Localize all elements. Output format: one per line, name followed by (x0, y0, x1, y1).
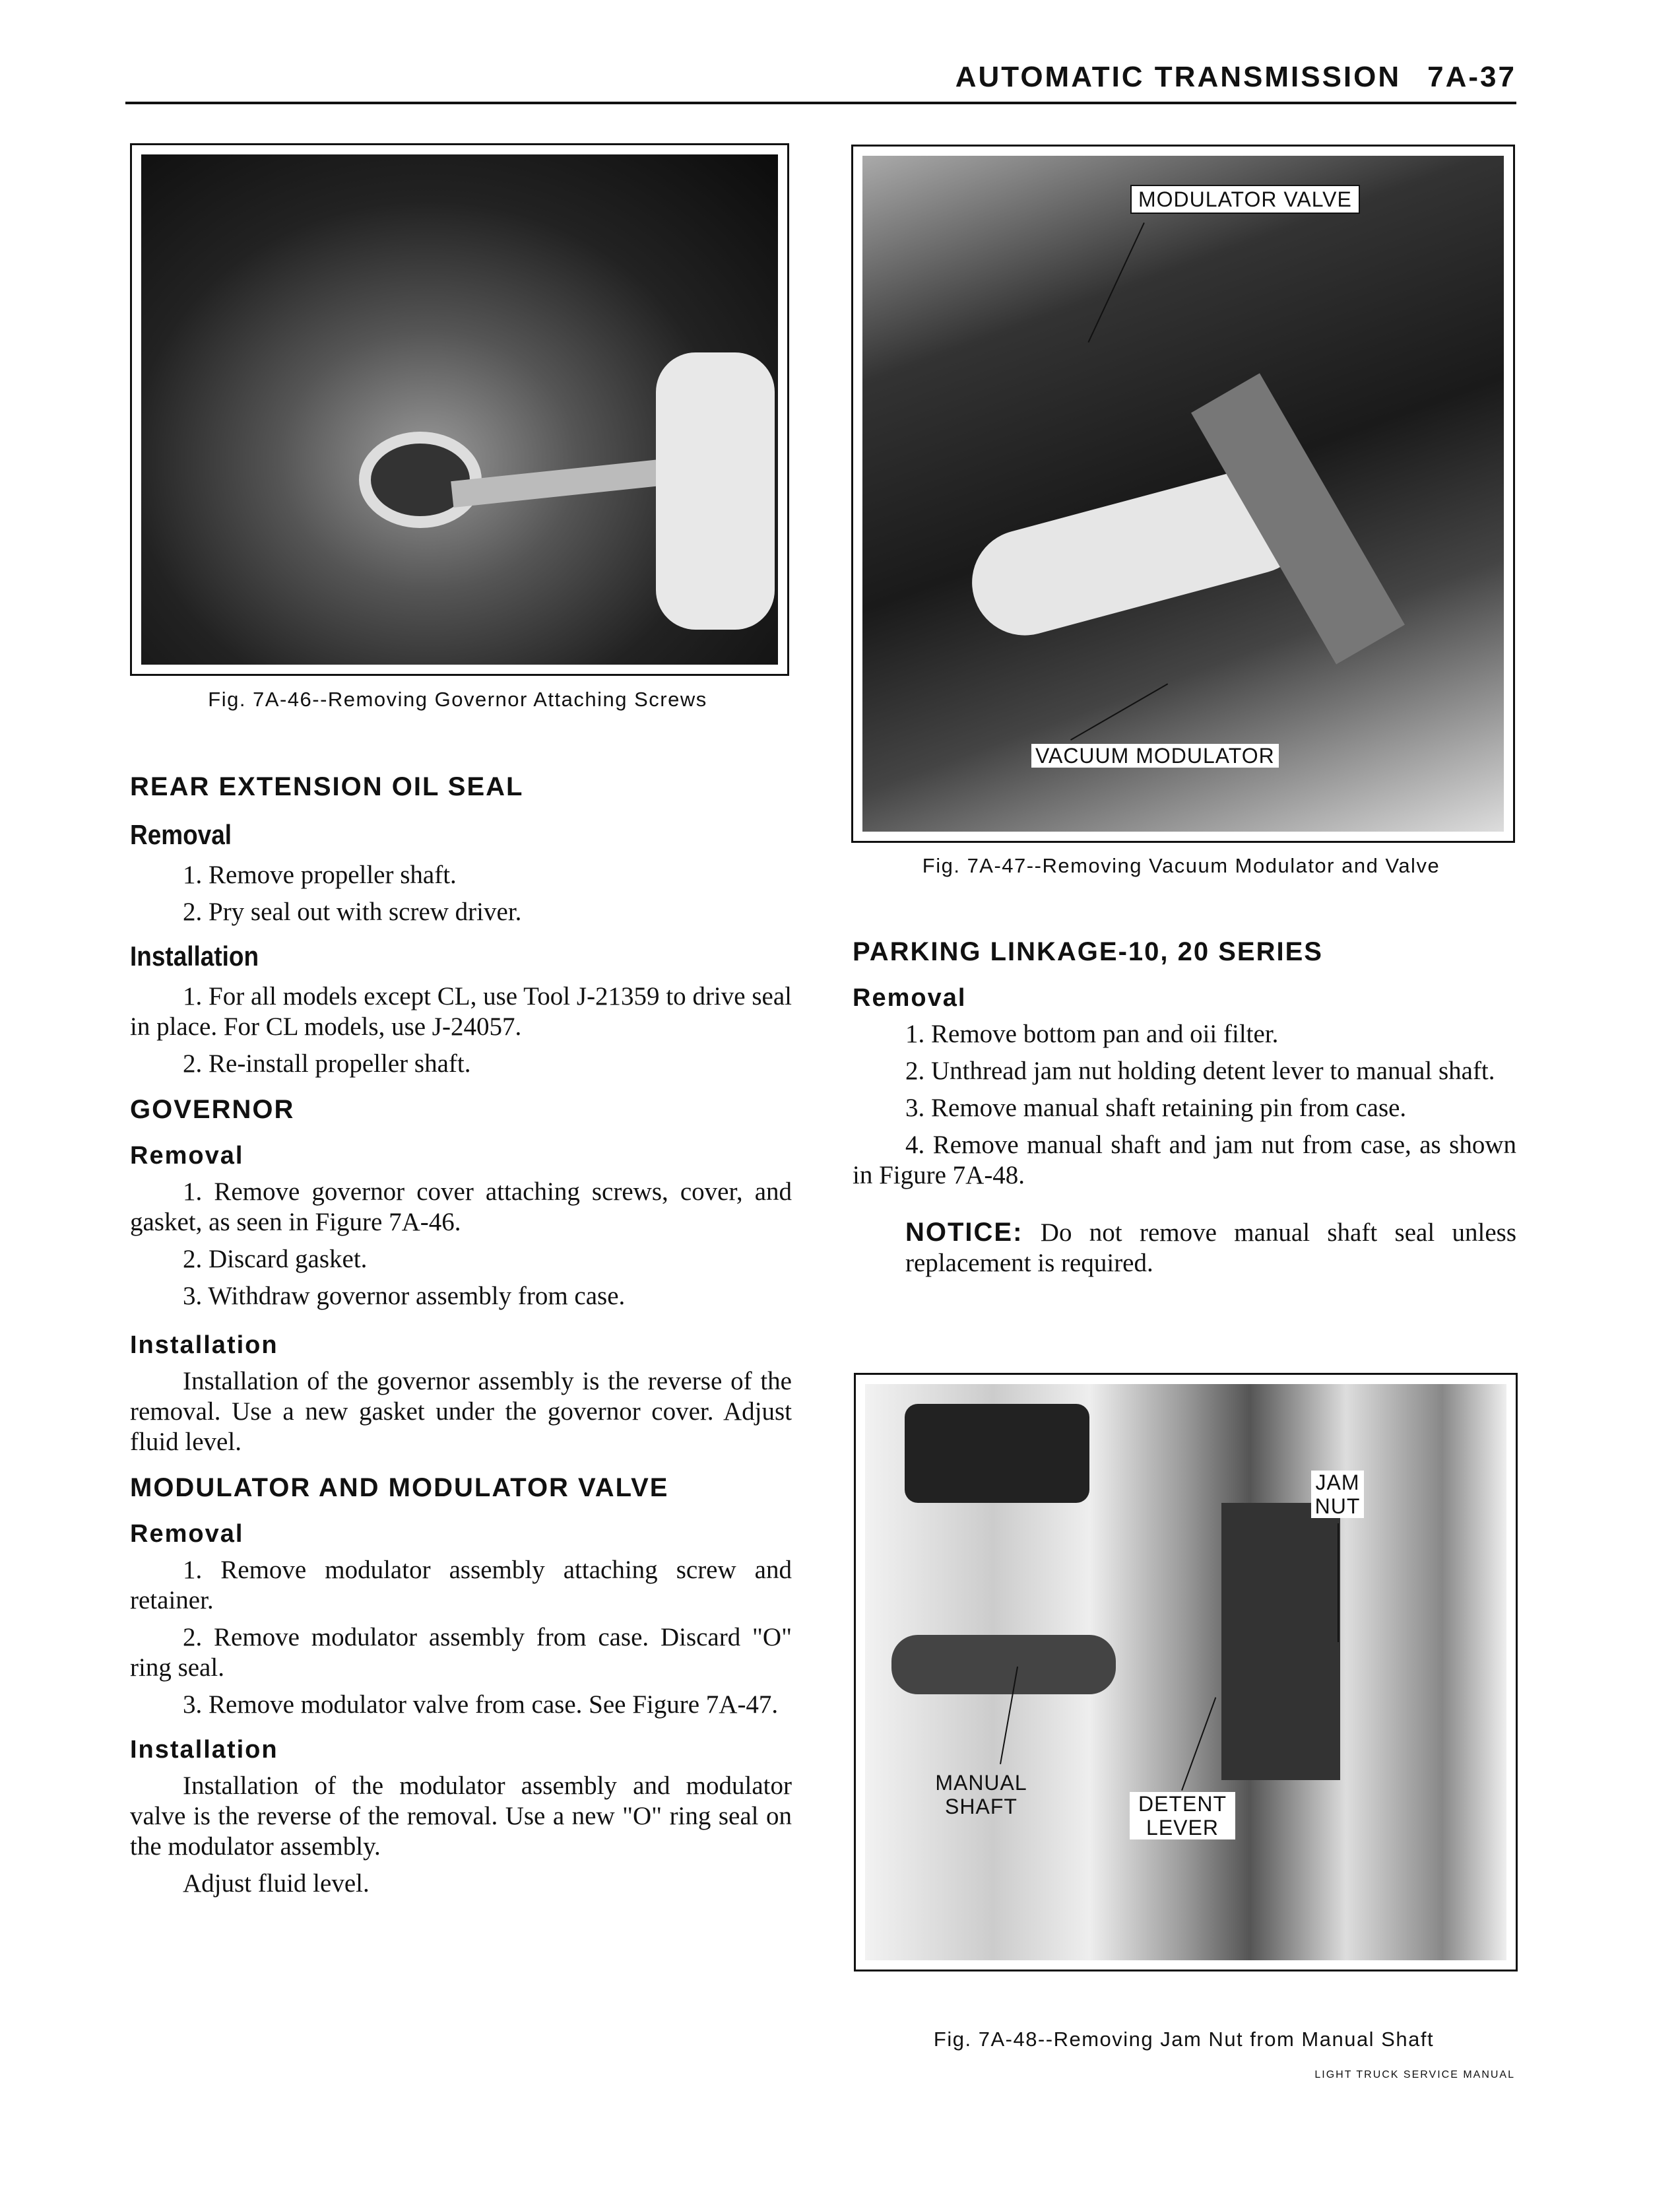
leader-line (1338, 1523, 1339, 1642)
subheading: Installation (130, 1331, 278, 1359)
subheading: Removal (853, 984, 967, 1012)
step: 2. Re-install propeller shaft. (183, 1049, 471, 1078)
subheading: Removal (130, 819, 232, 850)
step: 3. Remove modulator valve from case. See Figure 7A-47. (183, 1690, 779, 1719)
modulator-photo (862, 156, 1504, 832)
section-heading: MODULATOR AND MODULATOR VALVE (130, 1473, 669, 1502)
step: 1. Remove modulator assembly attaching screw and retainer. (130, 1556, 792, 1614)
step: 3. Withdraw governor assembly from case. (183, 1282, 626, 1310)
step: 1. Remove propeller shaft. (183, 861, 457, 889)
subheading: Installation (130, 941, 259, 972)
figure-caption: Fig. 7A-48--Removing Jam Nut from Manual Shaft (933, 2028, 1435, 2051)
section-heading: PARKING LINKAGE-10, 20 SERIES (853, 937, 1323, 966)
notice-text: Do not remove manual shaft seal unless replacement is required. (905, 1218, 1516, 1277)
callout-vacuum-modulator: VACUUM MODULATOR (1031, 744, 1279, 768)
step: 4. Remove manual shaft and jam nut from case, as shown in Figure 7A-48. (853, 1131, 1516, 1189)
subheading: Removal (130, 1520, 244, 1548)
figure-7a-46 (130, 143, 789, 676)
callout-detent-lever: DETENT LEVER (1130, 1792, 1235, 1839)
section-heading: GOVERNOR (130, 1095, 295, 1124)
callout-manual-shaft: MANUAL SHAFT (935, 1771, 1027, 1818)
page-number: 7A-37 (1427, 61, 1516, 93)
subheading: Removal (130, 1142, 244, 1170)
manual-shaft-photo (865, 1384, 1506, 1960)
governor-photo (141, 154, 778, 665)
step: 1. For all models except CL, use Tool J-21359 to drive seal in place. For CL models, use J-24057. (130, 982, 792, 1041)
section-title: AUTOMATIC TRANSMISSION (955, 61, 1402, 93)
step: 1. Remove governor cover attaching screws, cover, and gasket, as seen in Figure 7A-46. (130, 1177, 792, 1236)
right-column (853, 937, 1516, 1285)
step: 2. Unthread jam nut holding detent lever to manual shaft. (905, 1057, 1495, 1085)
page-header (125, 61, 1516, 104)
notice-label: NOTICE: (905, 1218, 1023, 1247)
callout-modulator-valve: MODULATOR VALVE (1130, 185, 1360, 214)
step: 1. Remove bottom pan and oii filter. (905, 1020, 1279, 1048)
paragraph: Adjust fluid level. (183, 1869, 370, 1898)
step: 2. Discard gasket. (183, 1245, 368, 1273)
left-column (130, 772, 792, 1905)
footer: LIGHT TRUCK SERVICE MANUAL (1314, 2069, 1515, 2080)
step: 2. Pry seal out with screw driver. (183, 898, 522, 926)
step: 3. Remove manual shaft retaining pin from case. (905, 1094, 1407, 1122)
notice (905, 1217, 1516, 1278)
figure-7a-48 (854, 1373, 1518, 1971)
figure-caption: Fig. 7A-47--Removing Vacuum Modulator and Valve (922, 854, 1440, 877)
subheading: Installation (130, 1736, 278, 1764)
figure-caption: Fig. 7A-46--Removing Governor Attaching Screws (208, 688, 707, 711)
callout-jam-nut: JAM NUT (1311, 1471, 1364, 1518)
figure-7a-47 (851, 145, 1515, 843)
step: 2. Remove modulator assembly from case. Discard "O" ring seal. (130, 1623, 792, 1682)
paragraph: Installation of the governor assembly is the reverse of the removal. Use a new gasket under the governor cover. Adjust fluid level. (130, 1367, 792, 1456)
section-heading: REAR EXTENSION OIL SEAL (130, 772, 524, 801)
paragraph: Installation of the modulator assembly and modulator valve is the reverse of the removal. Use a new "O" ring seal on the modulator assembly. (130, 1772, 792, 1861)
